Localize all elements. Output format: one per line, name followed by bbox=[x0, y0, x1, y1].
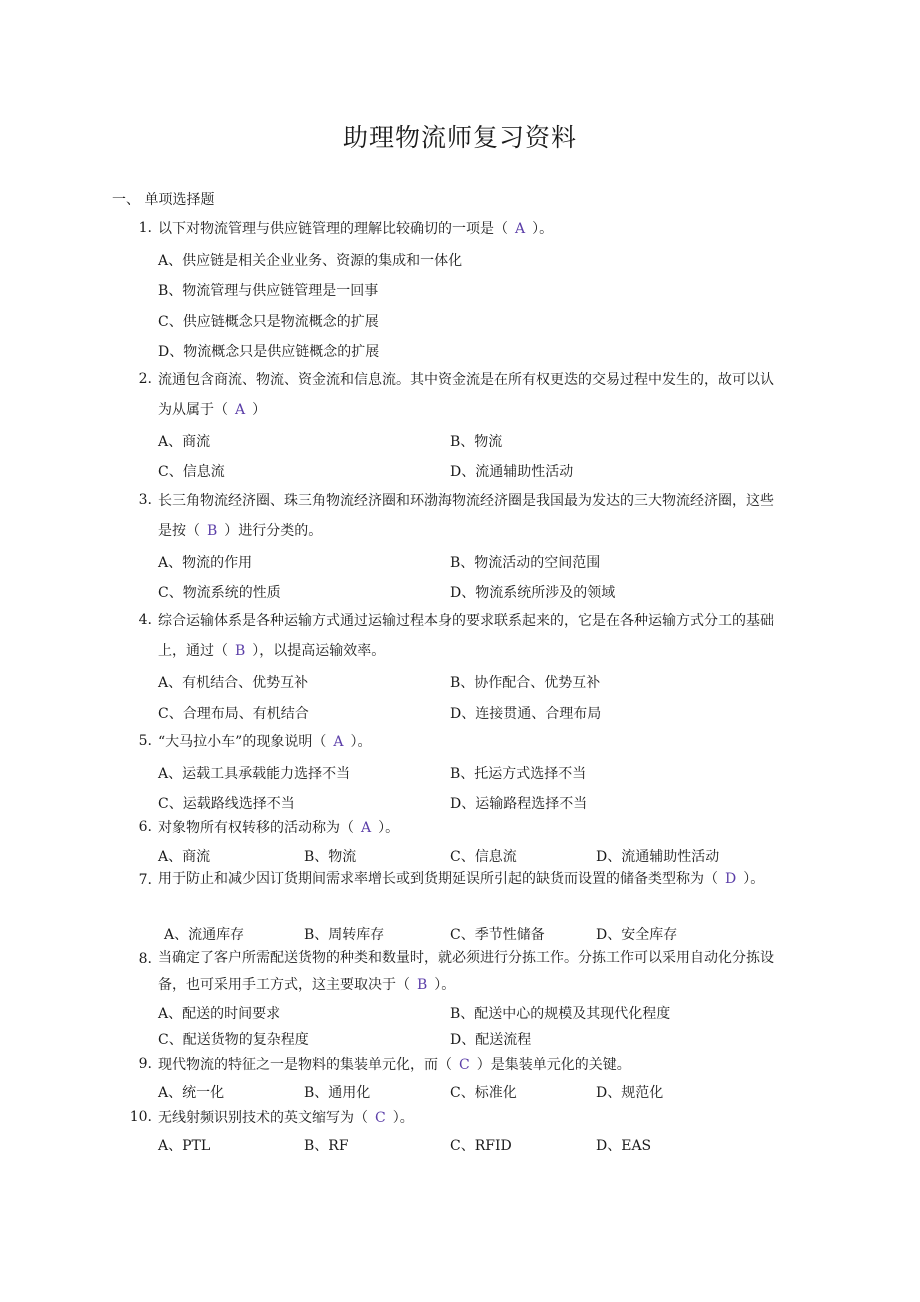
option: A、有机结合、优势互补 bbox=[158, 675, 309, 691]
option: B、托运方式选择不当 bbox=[450, 766, 587, 782]
option: C、合理布局、有机结合 bbox=[158, 706, 309, 722]
question-stem: 无线射频识别技术的英文缩写为（ C ）。 bbox=[158, 1110, 414, 1126]
option: C、物流系统的性质 bbox=[158, 585, 281, 601]
option: A、商流 bbox=[158, 849, 211, 865]
option: B、物流活动的空间范围 bbox=[450, 555, 601, 571]
option: B、配送中心的规模及其现代化程度 bbox=[450, 1006, 671, 1022]
option: B、协作配合、优势互补 bbox=[450, 675, 601, 691]
question-stem: “大马拉小车”的现象说明（ A ）。 bbox=[158, 734, 372, 750]
option: D、物流概念只是供应链概念的扩展 bbox=[158, 344, 380, 360]
section-heading: 一、 单项选择题 bbox=[112, 192, 215, 208]
option: B、物流 bbox=[304, 849, 357, 865]
option: D、物流系统所涉及的领域 bbox=[450, 585, 616, 601]
option: B、物流 bbox=[450, 434, 503, 450]
option: B、周转库存 bbox=[304, 927, 385, 943]
option: A、流通库存 bbox=[164, 927, 245, 943]
question-stem: 现代物流的特征之一是物料的集装单元化，而（ C ）是集装单元化的关键。 bbox=[158, 1057, 631, 1073]
question-stem: 当确定了客户所需配送货物的种类和数量时，就必须进行分拣工作。分拣工作可以采用自动化分拣设备，也可采用手工方式，这主要取决于（ B ）。 bbox=[158, 950, 774, 993]
answer: A bbox=[354, 820, 379, 836]
question-number: 7. bbox=[138, 872, 152, 888]
option: A、PTL bbox=[158, 1138, 211, 1154]
option: C、配送货物的复杂程度 bbox=[158, 1032, 309, 1048]
question-number: 2. bbox=[138, 371, 152, 387]
answer: D bbox=[718, 871, 744, 887]
answer: A bbox=[508, 221, 533, 237]
answer: B bbox=[200, 523, 225, 539]
answer: A bbox=[326, 734, 351, 750]
option: A、运载工具承载能力选择不当 bbox=[158, 766, 351, 782]
option: D、流通辅助性活动 bbox=[450, 464, 574, 480]
answer: C bbox=[368, 1110, 393, 1126]
question-stem: 长三角物流经济圈、珠三角物流经济圈和环渤海物流经济圈是我国最为发达的三大物流经济圈，这些是按（ B ）进行分类的。 bbox=[158, 493, 774, 539]
option: A、物流的作用 bbox=[158, 555, 253, 571]
option: C、运载路线选择不当 bbox=[158, 796, 295, 812]
question-number: 9. bbox=[138, 1056, 152, 1072]
option: B、通用化 bbox=[304, 1085, 371, 1101]
question-stem: 用于防止和减少因订货期间需求率增长或到货期延误所引起的缺货而设置的储备类型称为（ D ）。 bbox=[158, 871, 765, 887]
answer: B bbox=[410, 977, 435, 993]
option: A、统一化 bbox=[158, 1085, 225, 1101]
option: B、RF bbox=[304, 1138, 349, 1154]
question-stem: 流通包含商流、物流、资金流和信息流。其中资金流是在所有权更迭的交易过程中发生的，故可以认为从属于（ A ） bbox=[158, 372, 774, 418]
option: C、季节性储备 bbox=[450, 927, 545, 943]
option: C、RFID bbox=[450, 1138, 512, 1154]
option: A、商流 bbox=[158, 434, 211, 450]
option: C、标准化 bbox=[450, 1085, 517, 1101]
question-number: 3. bbox=[138, 492, 152, 508]
option: D、规范化 bbox=[596, 1085, 664, 1101]
option: C、信息流 bbox=[158, 464, 225, 480]
option: C、供应链概念只是物流概念的扩展 bbox=[158, 314, 379, 330]
option: D、EAS bbox=[596, 1138, 652, 1154]
question-number: 10. bbox=[129, 1109, 152, 1125]
option: D、流通辅助性活动 bbox=[596, 849, 720, 865]
question-number: 6. bbox=[138, 819, 152, 835]
question-stem: 以下对物流管理与供应链管理的理解比较确切的一项是（ A ）。 bbox=[158, 221, 554, 237]
option: D、连接贯通、合理布局 bbox=[450, 706, 602, 722]
option: A、配送的时间要求 bbox=[158, 1006, 281, 1022]
question-number: 8. bbox=[138, 951, 152, 967]
option: D、安全库存 bbox=[596, 927, 678, 943]
option: B、物流管理与供应链管理是一回事 bbox=[158, 283, 379, 299]
answer: C bbox=[452, 1057, 477, 1073]
question-number: 5. bbox=[138, 733, 152, 749]
option: D、运输路程选择不当 bbox=[450, 796, 588, 812]
option: C、信息流 bbox=[450, 849, 517, 865]
question-stem: 对象物所有权转移的活动称为（ A ）。 bbox=[158, 820, 400, 836]
question-number: 1. bbox=[138, 220, 152, 236]
question-stem: 综合运输体系是各种运输方式通过运输过程本身的要求联系起来的，它是在各种运输方式分工的基础上，通过（ B ），以提高运输效率。 bbox=[158, 613, 774, 659]
option: A、供应链是相关企业业务、资源的集成和一体化 bbox=[158, 253, 463, 269]
answer: B bbox=[228, 643, 253, 659]
option: D、配送流程 bbox=[450, 1032, 532, 1048]
answer: A bbox=[228, 402, 253, 418]
page-title: 助理物流师复习资料 bbox=[342, 123, 577, 152]
question-number: 4. bbox=[138, 612, 152, 628]
